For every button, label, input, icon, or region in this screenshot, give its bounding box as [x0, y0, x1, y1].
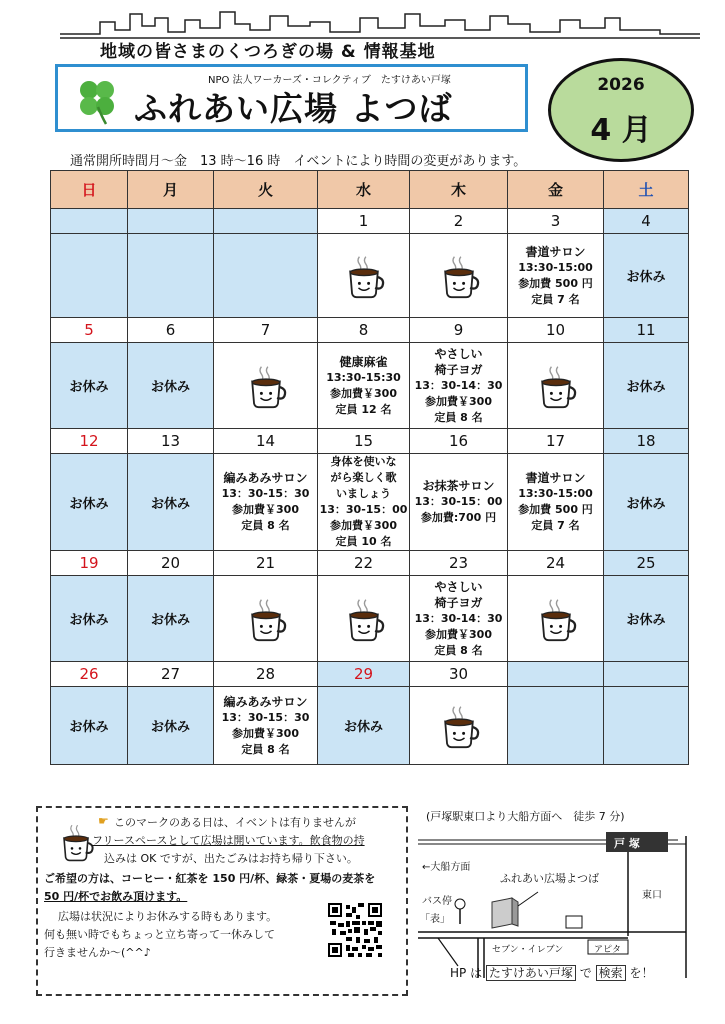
event-fee: 参加費 500 円	[518, 503, 593, 516]
closed-cell: お休み	[128, 576, 214, 662]
month-label: 4 月	[590, 113, 652, 148]
event-time: 13：30-15：30	[221, 710, 310, 724]
closed-cell: お休み	[604, 234, 689, 318]
weekday-saturday: 土	[604, 171, 689, 209]
content-row	[51, 576, 689, 662]
apita-label: アピタ	[594, 945, 622, 955]
empty-date	[128, 209, 214, 234]
event-time: 13：30-15：00	[414, 495, 503, 508]
date-number: 27	[128, 662, 214, 687]
free-space-cell	[214, 576, 318, 662]
coffee-cup-icon	[533, 596, 579, 642]
ofuna-direction-label: ←大船方面	[422, 862, 471, 873]
access-map	[418, 806, 698, 986]
date-number: 15	[318, 429, 410, 454]
date-row	[51, 209, 689, 234]
closed-cell: お休み	[128, 687, 214, 765]
date-number: 2	[410, 209, 508, 234]
date-row	[51, 429, 689, 454]
calendar-table	[50, 170, 689, 765]
empty-date	[51, 209, 128, 234]
empty-cell	[604, 687, 689, 765]
coffee-cup-icon	[243, 596, 289, 642]
date-number: 17	[508, 429, 604, 454]
empty-cell	[51, 234, 128, 318]
event-title-2: 椅子ヨガ	[434, 595, 483, 610]
event-title-2: 椅子ヨガ	[434, 362, 483, 377]
coffee-cup-icon	[243, 363, 289, 409]
event-calligraphy	[508, 454, 604, 551]
date-number: 4	[604, 209, 689, 234]
notice-line-6: 広場は状況によりお休みする時もあります。	[58, 910, 278, 923]
free-space-cell	[508, 343, 604, 429]
event-title: やさしい	[434, 579, 483, 594]
facility-map-label: ふれあい広場よつば	[500, 872, 599, 885]
event-time: 13:30-15:00	[518, 260, 593, 274]
empty-cell	[128, 234, 214, 318]
event-time: 13：30-15：30	[221, 487, 310, 500]
weekday-sunday: 日	[51, 171, 128, 209]
notice-box	[36, 806, 408, 996]
event-title: 身体を使いな	[330, 455, 397, 468]
event-calligraphy	[508, 234, 604, 318]
coffee-cup-icon	[56, 822, 96, 862]
date-number: 1	[318, 209, 410, 234]
date-number: 25	[604, 551, 689, 576]
free-space-cell	[410, 234, 508, 318]
event-capacity: 定員 8 名	[241, 519, 290, 532]
notice-line-3: 込みは OK ですが、出たごみはお持ち帰り下さい。	[104, 852, 358, 865]
date-number: 11	[604, 318, 689, 343]
event-fee: 参加費￥300	[330, 519, 397, 532]
empty-date	[508, 662, 604, 687]
date-number: 18	[604, 429, 689, 454]
opening-hours-note: 通常開所時間月～金 13 時～16 時 イベントにより時間の変更があります。	[70, 154, 527, 169]
closed-cell: お休み	[128, 454, 214, 551]
hp-prefix: HP は	[450, 966, 483, 980]
notice-line-2: フリースペースとして広場は開いています。飲食物の持	[92, 834, 365, 847]
hp-site-name: たすけあい戸塚	[486, 965, 576, 981]
hp-search-word: 検索	[596, 965, 626, 981]
tagline: 地域の皆さまのくつろぎの場 & 情報基地	[100, 42, 436, 62]
event-title: 書道サロン	[525, 244, 586, 259]
event-capacity: 定員 10 名	[335, 535, 392, 548]
content-row	[51, 343, 689, 429]
free-space-cell	[318, 576, 410, 662]
date-number: 10	[508, 318, 604, 343]
notice-line-5: 50 円/杯でお飲み頂けます。	[44, 890, 188, 903]
coffee-cup-icon	[341, 253, 387, 299]
date-number: 13	[128, 429, 214, 454]
organization-name: NPO 法人ワーカーズ・コレクティブ たすけあい戸塚	[208, 75, 451, 86]
date-row	[51, 662, 689, 687]
date-number: 19	[51, 551, 128, 576]
date-number: 5	[51, 318, 128, 343]
weekday-tuesday: 火	[214, 171, 318, 209]
seven-eleven-label: セブン・イレブン	[492, 945, 564, 955]
qr-code[interactable]	[326, 901, 384, 959]
content-row	[51, 687, 689, 765]
weekday-header-row	[51, 171, 689, 209]
event-capacity: 定員 8 名	[434, 643, 483, 657]
coffee-cup-icon	[533, 363, 579, 409]
omote-label: 「表」	[420, 914, 450, 925]
date-number: 23	[410, 551, 508, 576]
event-title: 編みあみサロン	[223, 471, 308, 485]
date-row	[51, 318, 689, 343]
free-space-cell	[410, 687, 508, 765]
closed-cell: お休み	[604, 576, 689, 662]
date-number: 20	[128, 551, 214, 576]
weekday-monday: 月	[128, 171, 214, 209]
pointing-hand-icon: ☛	[98, 814, 109, 828]
empty-date	[604, 662, 689, 687]
event-capacity: 定員 12 名	[335, 402, 392, 416]
event-title: 編みあみサロン	[223, 694, 308, 709]
homepage-search-line	[450, 964, 653, 981]
event-time: 13:30-15:00	[518, 487, 593, 500]
notice-line-7: 何も無い時でもちょっと立ち寄って一休みして	[44, 928, 275, 941]
event-mahjong	[318, 343, 410, 429]
free-space-cell	[318, 234, 410, 318]
free-space-cell	[508, 576, 604, 662]
empty-date	[214, 209, 318, 234]
event-singing	[318, 454, 410, 551]
event-fee: 参加費￥300	[425, 394, 492, 408]
empty-cell	[508, 687, 604, 765]
event-capacity: 定員 7 名	[531, 519, 580, 532]
event-capacity: 定員 8 名	[434, 410, 483, 424]
event-knitting	[214, 454, 318, 551]
event-knitting	[214, 687, 318, 765]
notice-line-4: ご希望の方は、コーヒー・紅茶を 150 円/杯、緑茶・夏場の麦茶を	[44, 872, 376, 885]
hp-mid: で	[579, 966, 592, 980]
date-number: 28	[214, 662, 318, 687]
event-capacity: 定員 8 名	[241, 742, 290, 756]
event-yoga	[410, 343, 508, 429]
coffee-cup-icon	[436, 253, 482, 299]
weekday-wednesday: 水	[318, 171, 410, 209]
east-exit-label: 東口	[642, 890, 662, 901]
event-time: 13：30-15：00	[319, 503, 408, 516]
facility-name: ふれあい広場 よつば	[134, 89, 453, 128]
closed-cell: お休み	[51, 454, 128, 551]
event-title-2: がら楽しく歌	[330, 471, 397, 484]
event-fee: 参加費￥300	[232, 726, 299, 740]
event-title: やさしい	[434, 346, 483, 361]
event-yoga	[410, 576, 508, 662]
event-title: 健康麻雀	[339, 354, 388, 369]
date-number: 6	[128, 318, 214, 343]
free-space-cell	[214, 343, 318, 429]
notice-line-1: このマークのある日は、イベントは有りませんが	[114, 816, 356, 829]
coffee-cup-icon	[436, 703, 482, 749]
date-number: 29	[318, 662, 410, 687]
closed-cell: お休み	[604, 454, 689, 551]
coffee-cup-icon	[341, 596, 387, 642]
date-number: 3	[508, 209, 604, 234]
month-badge	[548, 58, 694, 162]
event-time: 13：30-14：30	[414, 378, 503, 392]
map-heading: (戸塚駅東口より大船方面へ 徒歩 7 分)	[426, 810, 625, 823]
closed-cell: お休み	[51, 343, 128, 429]
weekday-thursday: 木	[410, 171, 508, 209]
content-row	[51, 234, 689, 318]
closed-cell: お休み	[604, 343, 689, 429]
year-label: 2026	[597, 75, 645, 95]
event-title: お抹茶サロン	[422, 479, 495, 493]
event-fee: 参加費￥300	[232, 503, 299, 516]
event-fee: 参加費 500 円	[518, 276, 593, 290]
closed-cell: お休み	[51, 687, 128, 765]
date-number: 12	[51, 429, 128, 454]
bus-stop-label: バス停	[422, 896, 452, 907]
notice-line-8: 行きませんか～(^^♪	[44, 946, 151, 959]
event-fee: 参加費￥300	[425, 627, 492, 641]
event-time: 13：30-14：30	[414, 611, 503, 625]
event-fee: 参加費￥300	[330, 386, 397, 400]
clover-icon	[76, 77, 118, 125]
content-row	[51, 454, 689, 551]
date-number: 24	[508, 551, 604, 576]
date-row	[51, 551, 689, 576]
date-number: 21	[214, 551, 318, 576]
station-label: 戸 塚	[614, 837, 640, 850]
event-title: 書道サロン	[525, 471, 586, 485]
date-number: 7	[214, 318, 318, 343]
event-title-3: いましょう	[336, 487, 391, 500]
date-number: 30	[410, 662, 508, 687]
date-number: 16	[410, 429, 508, 454]
hp-suffix: を！	[629, 966, 654, 980]
empty-cell	[214, 234, 318, 318]
event-fee: 参加費:700 円	[420, 511, 497, 524]
date-number: 8	[318, 318, 410, 343]
event-tea	[410, 454, 508, 551]
closed-cell: お休み	[128, 343, 214, 429]
event-time: 13:30-15:30	[326, 370, 401, 384]
closed-cell: お休み	[51, 576, 128, 662]
weekday-friday: 金	[508, 171, 604, 209]
closed-cell: お休み	[318, 687, 410, 765]
date-number: 9	[410, 318, 508, 343]
event-capacity: 定員 7 名	[531, 292, 580, 306]
title-box	[55, 64, 528, 132]
date-number: 22	[318, 551, 410, 576]
date-number: 26	[51, 662, 128, 687]
date-number: 14	[214, 429, 318, 454]
